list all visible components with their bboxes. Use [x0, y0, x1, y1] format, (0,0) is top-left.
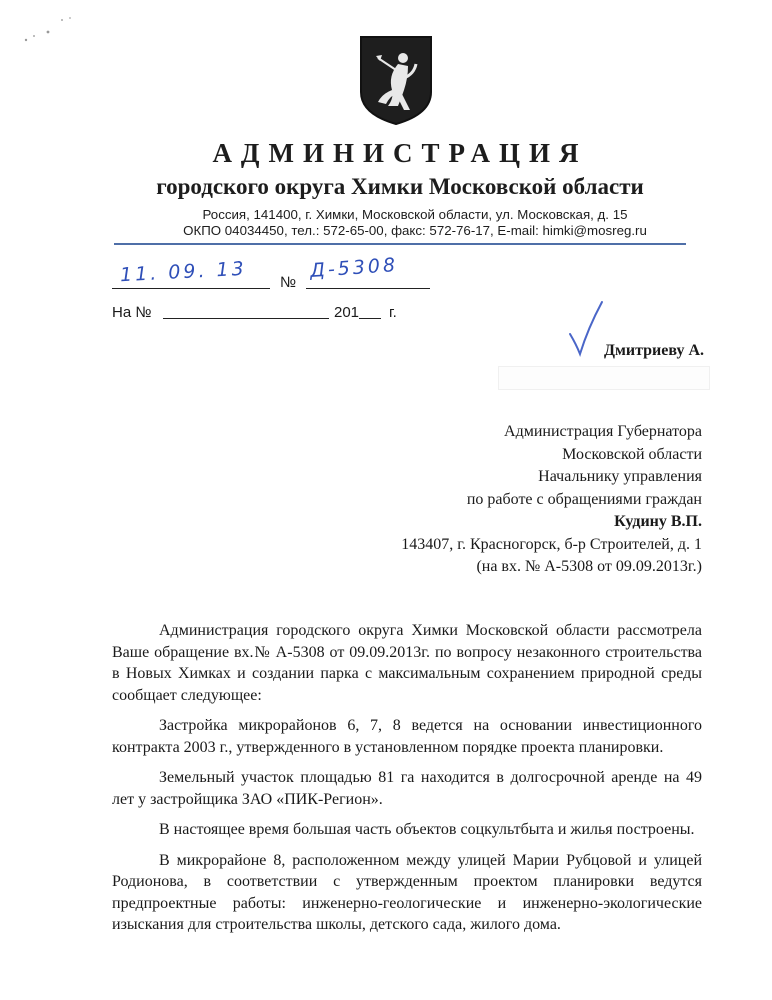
recipient-line: Администрация Губернатора — [504, 423, 702, 440]
recipient-line: по работе с обращениями граждан — [466, 490, 702, 508]
coat-of-arms-icon — [358, 34, 434, 126]
letter-body — [112, 620, 702, 945]
letterhead-rule — [114, 243, 686, 245]
handwritten-date: 11. 09. 13 — [119, 257, 248, 287]
recipient-line: Начальнику управления — [538, 468, 702, 485]
recipient-line: Московской области — [562, 445, 702, 463]
redacted-area — [498, 366, 710, 390]
letterhead-contacts: ОКПО 04034450, тел.: 572-65-00, факс: 572-76-17, E-mail: himki@mosreg.ru — [183, 223, 647, 238]
scan-specks-icon — [18, 10, 78, 50]
ref-line — [163, 318, 329, 319]
recipient-block — [401, 421, 702, 579]
date-line — [112, 288, 270, 289]
recipient-address: 143407, г. Красногорск, б-р Строителей, д. 1 — [401, 535, 702, 553]
number-label: № — [280, 274, 297, 291]
checkmark-icon — [566, 300, 606, 358]
body-paragraph: В настоящее время большая часть объектов соцкультбыта и жилья построены. — [159, 821, 695, 838]
recipient-name: Кудину В.П. — [614, 513, 702, 530]
recipient-reference: (на вх. № А-5308 от 09.09.2013г.) — [476, 558, 702, 575]
letterhead-title: АДМИНИСТРАЦИЯ — [212, 138, 588, 168]
ref-year: 201 — [334, 304, 360, 321]
body-paragraph: В микрорайоне 8, расположенном между улицей Марии Рубцовой и улицей Родионова, в соответствии с утвержденным проектом планировки ведутся предпроектные работы: инженерно-геологические и инженерно-экологические изыскания для строительства школы, детского сада, жилого дома. — [112, 851, 702, 933]
letterhead-subtitle: городского округа Химки Московской области — [156, 174, 644, 199]
ref-year-suffix: г. — [389, 304, 397, 321]
body-paragraph: Земельный участок площадью 81 га находится в долгосрочной аренде на 49 лет у застройщика ЗАО «ПИК-Регион». — [112, 769, 702, 808]
body-paragraph: Администрация городского округа Химки Московской области рассмотрела Ваше обращение вх.№ А-5308 от 09.09.2013г. по вопросу незаконного строительства в Новых Химках и создании парка с максимальным сохранением природной среды сообщает следующее: — [112, 622, 702, 704]
number-line — [306, 288, 430, 289]
addressee-name: Дмитриеву А. — [603, 342, 704, 359]
handwritten-number: Д-5308 — [309, 253, 399, 283]
ref-year-line — [359, 318, 381, 319]
body-paragraph: Застройка микрорайонов 6, 7, 8 ведется на основании инвестиционного контракта 2003 г., утвержденного в установленном порядке проекта планировки. — [112, 717, 702, 756]
letterhead-address: Россия, 141400, г. Химки, Московской области, ул. Московская, д. 15 — [202, 207, 628, 222]
ref-label: На № — [112, 304, 152, 321]
